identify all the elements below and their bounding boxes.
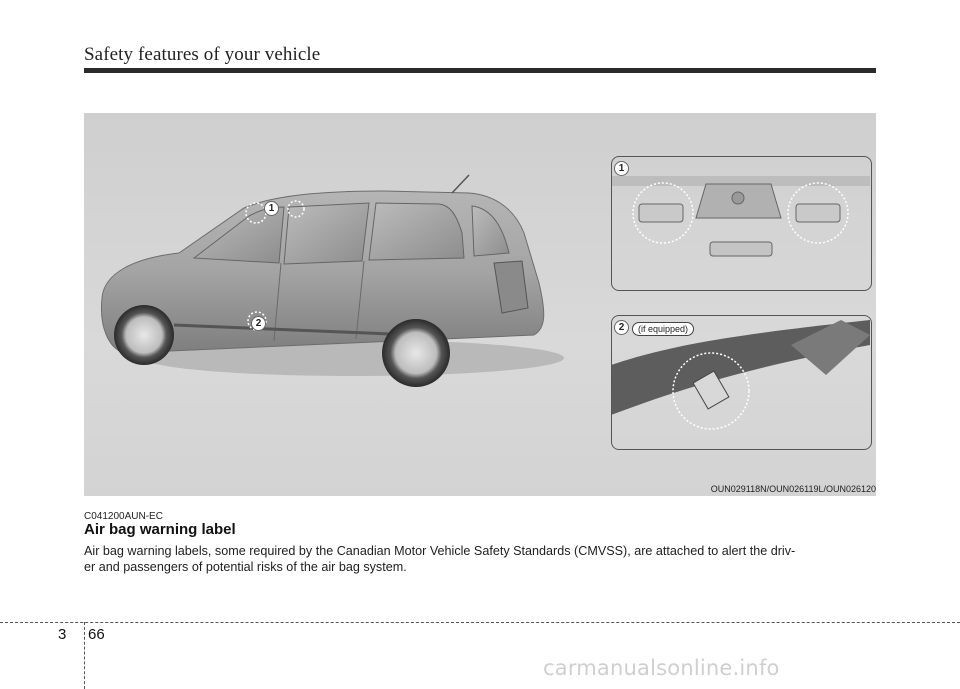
rear-wheel (382, 319, 450, 387)
page-header-title: Safety features of your vehicle (84, 44, 321, 65)
header-rule (84, 68, 876, 73)
footer-rule (0, 622, 960, 623)
airbag-label-figure (84, 113, 876, 496)
figure-code: OUN029118N/OUN026119L/OUN026120 (710, 484, 876, 494)
inset-sun-visor (611, 156, 872, 291)
section-body (84, 543, 877, 575)
front-door-window (284, 203, 369, 264)
body-line: Air bag warning labels, some required by the Canadian Motor Vehicle Safety Standards (CMVSS), are attached to alert the driv- (84, 544, 796, 558)
callout-2: 2 (251, 316, 266, 331)
page-number: 66 (88, 626, 105, 643)
front-wheel (114, 305, 174, 365)
body-line: er and passengers of potential risks of the air bag system. (84, 560, 407, 574)
rear-door-window (369, 203, 464, 260)
inset-1-label: 1 (614, 161, 629, 176)
antenna (452, 175, 469, 193)
section-title: Air bag warning label (84, 521, 236, 538)
section-code: C041200AUN-EC (84, 511, 163, 522)
callout-1: 1 (264, 201, 279, 216)
chapter-number: 3 (58, 626, 67, 643)
if-equipped-tag: (if equipped) (632, 322, 694, 336)
watermark-text: carmanualsonline.info (543, 656, 780, 680)
footer-divider (84, 622, 85, 689)
inset-2-label: 2 (614, 320, 629, 335)
